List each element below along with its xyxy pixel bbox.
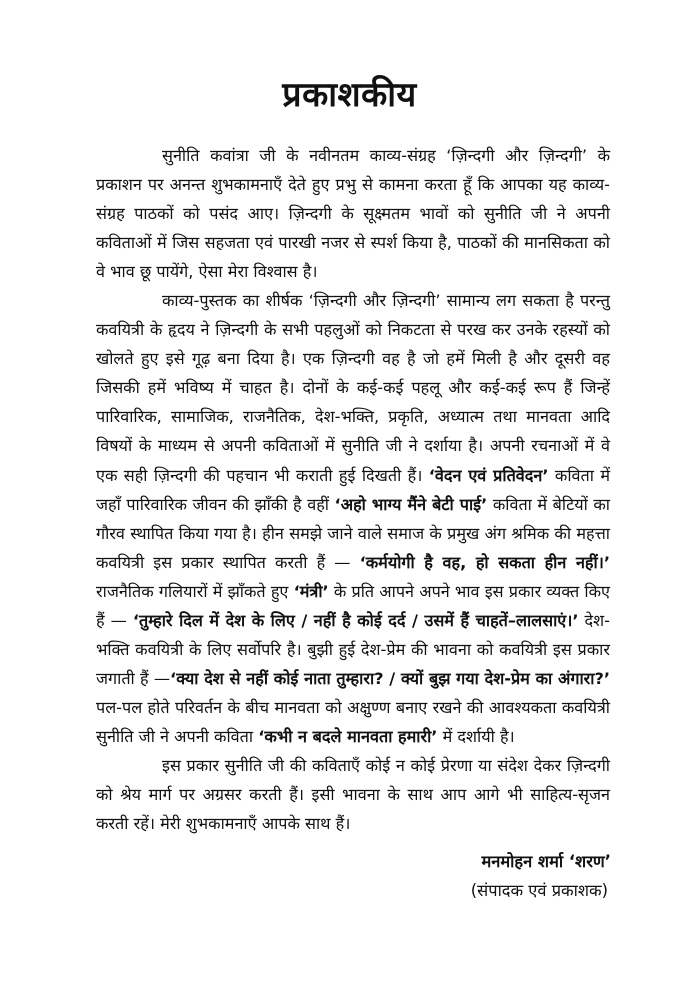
poem-title: ‘वेदन एवं प्रतिवेदन’ [428,465,549,485]
signature-role: (संपादक एवं प्रकाशक) [470,881,608,900]
paragraph [96,141,610,286]
text-segment: सुनीति कवांत्रा जी के नवीनतम काव्य-संग्रह ‘ज़िन्दगी और ज़िन्दगी’ के प्रकाशन पर अनन्त शुभकामनाएँ देते हुए प्रभु से कामना करता हूँ कि आपका यह काव्य-संग्रह पाठकों को पसंद आए। ज़िन्दगी के सूक्ष्मतम भावों को सुनीति जी ने अपनी कविताओं में जिस सहजता एवं पारखी नजर से स्पर्श किया है, पाठकों की मानसिकता को वे भाव छू पायेंगे, ऐसा मेरा विश्वास है। [96,146,610,282]
page-title: प्रकाशकीय [282,75,417,115]
text-segment: देश-भक्ति कवयित्री के लिए सर्वोपरि है। बुझी हुई देश-प्रेम की भावना को कवयित्री इस प्रकार जगाती हैं — [96,610,610,688]
poem-title: ‘अहो भाग्य मैंने बेटी पाई’ [334,494,488,514]
poem-quote: ‘तुम्हारे दिल में देश के लिए / नहीं है कोई दर्द / उसमें हैं चाहतें–लालसाएं।’ [132,610,579,630]
text-segment: काव्य-पुस्तक का शीर्षक ‘ज़िन्दगी और ज़िन्दगी’ सामान्य लग सकता है परन्तु कवयित्री के हृदय ने ज़िन्दगी के सभी पहलुओं को निकटता से परख कर उनके रहस्यों को खोलते हुए इसे गूढ़ बना दिया है। एक ज़िन्दगी वह है जो हमें मिली है और दूसरी वह जिसकी हमें भविष्य में चाहत है। दोनों के कई-कई पहलू और कई-कई रूप हैं जिन्हें पारिवारिक, सामाजिक, राजनैतिक, देश-भक्ति, प्रकृति, अध्यात्म तथा मानवता आदि विषयों के माध्यम से अपनी कविताओं में सुनीति जी ने दर्शाया है। अपनी रचनाओं में वे एक सही ज़िन्दगी की पहचान भी कराती हुई दिखती हैं। [96,291,610,485]
poem-title: ‘मंत्री’ [293,581,329,601]
poem-quote: ‘कर्मयोगी है वह, हो सकता हीन नहीं।’ [359,552,610,572]
body-text [96,141,610,838]
text-segment: पल-पल होते परिवर्तन के बीच मानवता को अक्षुण्ण बनाए रखने की आवश्यकता कवयित्री सुनीति जी ने अपनी कविता [96,697,610,746]
signature-name: मनमोहन शर्मा ‘शरण’ [481,852,611,871]
text-segment: कविता में जहाँ पारिवारिक जीवन की झाँकी है वहीं [96,465,610,514]
text-segment: कविता में बेटियों का गौरव स्थापित किया गया है। हीन समझे जाने वाले समाज के प्रमुख अंग श्रमिक की महत्ता कवयित्री इस प्रकार स्थापित करती हैं — [96,494,610,572]
text-segment: राजनैतिक गलियारों में झाँकते हुए [96,581,294,601]
paragraph [96,286,610,751]
text-segment: इस प्रकार सुनीति जी की कविताएँ कोई न कोई प्रेरणा या संदेश देकर ज़िन्दगी को श्रेय मार्ग पर अग्रसर करती हैं। इसी भावना के साथ आप आगे भी साहित्य-सृजन करती रहें। मेरी शुभकामनाएँ आपके साथ हैं। [96,755,610,834]
paragraph [96,751,610,838]
text-segment: में दर्शायी है। [437,726,515,746]
poem-title: ‘कभी न बदले मानवता हमारी’ [258,726,438,746]
poem-quote: ‘क्या देश से नहीं कोई नाता तुम्हारा? / क्यों बुझ गया देश-प्रेम का अंगारा?’ [170,668,610,688]
text-segment: के प्रति आपने अपने भाव इस प्रकार व्यक्त किए हैं — [96,581,610,630]
